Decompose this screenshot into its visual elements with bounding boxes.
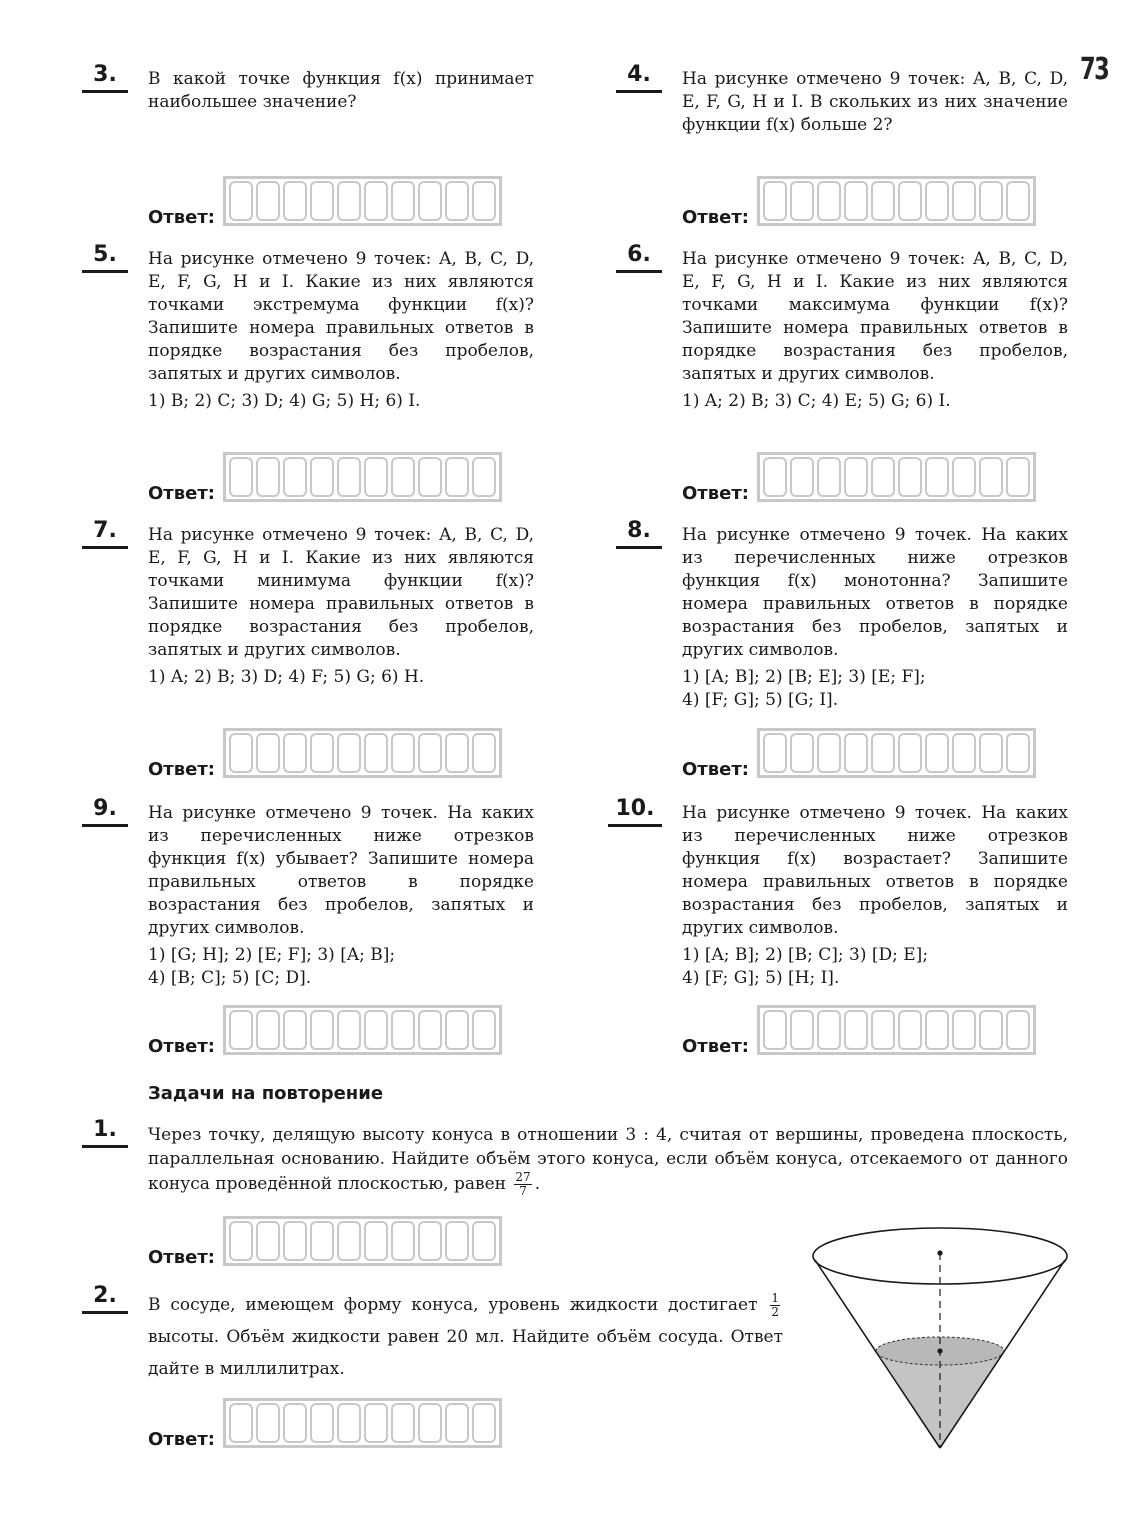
task-4 bbox=[627, 62, 1068, 137]
answer-cell[interactable] bbox=[445, 457, 469, 497]
task-options: 1) [A; B]; 2) [B; E]; 3) [E; F]; 4) [F; G]; 5) [G; I]. bbox=[682, 667, 926, 710]
answer-cell[interactable] bbox=[1006, 457, 1030, 497]
answer-cell[interactable] bbox=[337, 181, 361, 221]
answer-row-7 bbox=[148, 728, 502, 780]
answer-boxes[interactable] bbox=[757, 452, 1036, 502]
fraction bbox=[770, 1292, 780, 1319]
task-7 bbox=[93, 518, 534, 689]
answer-cell[interactable] bbox=[229, 1221, 253, 1261]
task-text: На рисунке отмечено 9 точек: A, B, C, D, E, F, G, H и I. Какие из них являются точками экстремума функции f(x)? Запишите номера правильных ответов в порядке возрастания без пробелов, запятых и других символов. bbox=[148, 249, 534, 384]
task-text: На рисунке отмечено 9 точек. На каких из перечисленных ниже отрезков функция f(x) возрастает? Запишите номера правильных ответов в порядке возрастания без пробелов, запятых и других символов. bbox=[682, 803, 1068, 938]
answer-cell[interactable] bbox=[256, 181, 280, 221]
answer-cell[interactable] bbox=[898, 457, 922, 497]
answer-cell[interactable] bbox=[445, 1403, 469, 1443]
answer-cell[interactable] bbox=[229, 733, 253, 773]
task-number: 10. bbox=[608, 796, 662, 827]
answer-cell[interactable] bbox=[364, 457, 388, 497]
answer-cell[interactable] bbox=[817, 181, 841, 221]
answer-cell[interactable] bbox=[283, 181, 307, 221]
answer-cell[interactable] bbox=[925, 1010, 949, 1050]
answer-cell[interactable] bbox=[790, 457, 814, 497]
task-options: 1) [A; B]; 2) [B; C]; 3) [D; E]; 4) [F; G]; 5) [H; I]. bbox=[682, 945, 929, 988]
answer-cell[interactable] bbox=[952, 1010, 976, 1050]
answer-cell[interactable] bbox=[229, 1010, 253, 1050]
answer-cell[interactable] bbox=[391, 1403, 415, 1443]
answer-cell[interactable] bbox=[790, 181, 814, 221]
cone-apex-center bbox=[937, 1250, 942, 1255]
answer-cell[interactable] bbox=[763, 457, 787, 497]
answer-label: Ответ: bbox=[682, 207, 749, 228]
task-5 bbox=[93, 242, 534, 413]
answer-cell[interactable] bbox=[283, 1010, 307, 1050]
answer-cell[interactable] bbox=[391, 457, 415, 497]
answer-boxes[interactable] bbox=[223, 1216, 502, 1266]
answer-cell[interactable] bbox=[925, 733, 949, 773]
review-task-2 bbox=[93, 1283, 783, 1385]
task-number: 1. bbox=[82, 1117, 128, 1148]
answer-cell[interactable] bbox=[472, 181, 496, 221]
answer-boxes[interactable] bbox=[757, 1005, 1036, 1055]
fraction-numerator: 1 bbox=[771, 1291, 780, 1305]
answer-cell[interactable] bbox=[337, 1403, 361, 1443]
answer-cell[interactable] bbox=[817, 733, 841, 773]
answer-cell[interactable] bbox=[391, 733, 415, 773]
answer-cell[interactable] bbox=[445, 733, 469, 773]
review-task-1 bbox=[93, 1117, 1068, 1198]
answer-cell[interactable] bbox=[310, 181, 334, 221]
section-title: Задачи на повторение bbox=[148, 1083, 384, 1104]
answer-boxes[interactable] bbox=[223, 1398, 502, 1448]
task-8 bbox=[627, 518, 1068, 712]
liquid-center bbox=[937, 1348, 942, 1353]
fraction-denominator: 7 bbox=[519, 1184, 527, 1198]
task-options: 1) A; 2) B; 3) D; 4) F; 5) G; 6) H. bbox=[148, 667, 425, 687]
answer-cell[interactable] bbox=[925, 181, 949, 221]
answer-cell[interactable] bbox=[310, 733, 334, 773]
answer-cell[interactable] bbox=[790, 1010, 814, 1050]
cone-figure bbox=[806, 1222, 1076, 1454]
answer-cell[interactable] bbox=[979, 457, 1003, 497]
answer-cell[interactable] bbox=[256, 1010, 280, 1050]
task-options: 1) [G; H]; 2) [E; F]; 3) [A; B]; 4) [B; C]; 5) [C; D]. bbox=[148, 945, 396, 988]
answer-cell[interactable] bbox=[472, 733, 496, 773]
task-number: 8. bbox=[616, 518, 662, 549]
answer-row-review-2 bbox=[148, 1398, 502, 1450]
answer-boxes[interactable] bbox=[757, 176, 1036, 226]
answer-row-10 bbox=[682, 1005, 1036, 1057]
answer-cell[interactable] bbox=[445, 1010, 469, 1050]
answer-cell[interactable] bbox=[229, 457, 253, 497]
answer-cell[interactable] bbox=[445, 181, 469, 221]
answer-cell[interactable] bbox=[763, 733, 787, 773]
task-options: 1) A; 2) B; 3) C; 4) E; 5) G; 6) I. bbox=[682, 391, 951, 411]
answer-cell[interactable] bbox=[256, 457, 280, 497]
task-3 bbox=[93, 62, 534, 114]
review-task-text-end: . bbox=[534, 1174, 541, 1194]
fraction-numerator: 27 bbox=[515, 1170, 531, 1184]
answer-cell[interactable] bbox=[283, 733, 307, 773]
answer-label: Ответ: bbox=[682, 483, 749, 504]
answer-cell[interactable] bbox=[283, 1403, 307, 1443]
answer-cell[interactable] bbox=[445, 1221, 469, 1261]
answer-cell[interactable] bbox=[391, 1221, 415, 1261]
answer-label: Ответ: bbox=[148, 483, 215, 504]
answer-cell[interactable] bbox=[763, 1010, 787, 1050]
answer-cell[interactable] bbox=[391, 181, 415, 221]
answer-cell[interactable] bbox=[871, 733, 895, 773]
answer-cell[interactable] bbox=[391, 1010, 415, 1050]
task-text: На рисунке отмечено 9 точек: A, B, C, D, E, F, G, H и I. В скольких из них значение функции f(x) больше 2? bbox=[682, 69, 1068, 135]
answer-cell[interactable] bbox=[418, 181, 442, 221]
task-number: 5. bbox=[82, 242, 128, 273]
answer-cell[interactable] bbox=[418, 1010, 442, 1050]
answer-cell[interactable] bbox=[979, 181, 1003, 221]
answer-label: Ответ: bbox=[148, 1036, 215, 1057]
answer-cell[interactable] bbox=[979, 733, 1003, 773]
answer-label: Ответ: bbox=[148, 759, 215, 780]
answer-cell[interactable] bbox=[337, 733, 361, 773]
answer-cell[interactable] bbox=[472, 1010, 496, 1050]
answer-row-3 bbox=[148, 176, 502, 228]
answer-cell[interactable] bbox=[229, 1403, 253, 1443]
answer-boxes[interactable] bbox=[223, 1005, 502, 1055]
answer-cell[interactable] bbox=[472, 457, 496, 497]
answer-cell[interactable] bbox=[364, 1403, 388, 1443]
answer-cell[interactable] bbox=[952, 181, 976, 221]
answer-cell[interactable] bbox=[310, 1221, 334, 1261]
review-task-text: Через точку, делящую высоту конуса в отношении 3 : 4, считая от вершины, проведена плоскость, параллельная основанию. Найдите объём этого конуса, если объём конуса, отсекаемого от данного конуса проведённой плоскостью, равен bbox=[148, 1125, 1068, 1194]
answer-row-5 bbox=[148, 452, 502, 504]
fraction-denominator: 2 bbox=[771, 1305, 780, 1319]
task-text: На рисунке отмечено 9 точек. На каких из перечисленных ниже отрезков функция f(x) убывает? Запишите номера правильных ответов в порядке возрастания без пробелов, запятых и других символов. bbox=[148, 803, 534, 938]
answer-cell[interactable] bbox=[1006, 733, 1030, 773]
answer-cell[interactable] bbox=[979, 1010, 1003, 1050]
answer-cell[interactable] bbox=[418, 1403, 442, 1443]
answer-cell[interactable] bbox=[844, 1010, 868, 1050]
task-number: 2. bbox=[82, 1283, 128, 1314]
answer-cell[interactable] bbox=[310, 1010, 334, 1050]
answer-cell[interactable] bbox=[310, 1403, 334, 1443]
answer-cell[interactable] bbox=[337, 457, 361, 497]
answer-cell[interactable] bbox=[898, 1010, 922, 1050]
answer-cell[interactable] bbox=[310, 457, 334, 497]
answer-row-4 bbox=[682, 176, 1036, 228]
task-text: На рисунке отмечено 9 точек: A, B, C, D, E, F, G, H и I. Какие из них являются точками максимума функции f(x)? Запишите номера правильных ответов в порядке возрастания без пробелов, запятых и других символов. bbox=[682, 249, 1068, 384]
answer-cell[interactable] bbox=[844, 181, 868, 221]
answer-row-8 bbox=[682, 728, 1036, 780]
answer-cell[interactable] bbox=[418, 733, 442, 773]
task-9 bbox=[93, 796, 534, 990]
review-task-text: В сосуде, имеющем форму конуса, уровень жидкости достигает bbox=[148, 1295, 758, 1315]
answer-cell[interactable] bbox=[871, 181, 895, 221]
task-number: 9. bbox=[82, 796, 128, 827]
answer-cell[interactable] bbox=[817, 457, 841, 497]
answer-cell[interactable] bbox=[790, 733, 814, 773]
answer-cell[interactable] bbox=[1006, 181, 1030, 221]
answer-cell[interactable] bbox=[283, 1221, 307, 1261]
answer-cell[interactable] bbox=[364, 733, 388, 773]
task-text: На рисунке отмечено 9 точек. На каких из перечисленных ниже отрезков функция f(x) монотонна? Запишите номера правильных ответов в порядке возрастания без пробелов, запятых и других символов. bbox=[682, 525, 1068, 660]
answer-cell[interactable] bbox=[952, 457, 976, 497]
answer-row-6 bbox=[682, 452, 1036, 504]
task-number: 6. bbox=[616, 242, 662, 273]
answer-boxes[interactable] bbox=[223, 452, 502, 502]
answer-row-review-1 bbox=[148, 1216, 502, 1268]
answer-label: Ответ: bbox=[682, 759, 749, 780]
answer-cell[interactable] bbox=[256, 1221, 280, 1261]
answer-cell[interactable] bbox=[871, 457, 895, 497]
task-number: 3. bbox=[82, 62, 128, 93]
answer-cell[interactable] bbox=[1006, 1010, 1030, 1050]
task-number: 4. bbox=[616, 62, 662, 93]
answer-cell[interactable] bbox=[844, 457, 868, 497]
answer-cell[interactable] bbox=[418, 1221, 442, 1261]
answer-cell[interactable] bbox=[763, 181, 787, 221]
answer-cell[interactable] bbox=[898, 733, 922, 773]
answer-cell[interactable] bbox=[472, 1403, 496, 1443]
answer-cell[interactable] bbox=[817, 1010, 841, 1050]
answer-cell[interactable] bbox=[898, 181, 922, 221]
answer-boxes[interactable] bbox=[223, 176, 502, 226]
answer-cell[interactable] bbox=[844, 733, 868, 773]
task-number: 7. bbox=[82, 518, 128, 549]
answer-cell[interactable] bbox=[952, 733, 976, 773]
answer-cell[interactable] bbox=[337, 1221, 361, 1261]
answer-cell[interactable] bbox=[925, 457, 949, 497]
task-text: На рисунке отмечено 9 точек: A, B, C, D, E, F, G, H и I. Какие из них являются точками минимума функции f(x)? Запишите номера правильных ответов в порядке возрастания без пробелов, запятых и других символов. bbox=[148, 525, 534, 660]
answer-cell[interactable] bbox=[256, 1403, 280, 1443]
fraction bbox=[514, 1171, 531, 1198]
answer-cell[interactable] bbox=[283, 457, 307, 497]
review-task-text-cont: высоты. Объём жидкости равен 20 мл. Найдите объём сосуда. Ответ дайте в миллилитрах. bbox=[148, 1327, 783, 1379]
answer-cell[interactable] bbox=[337, 1010, 361, 1050]
task-text: В какой точке функция f(x) принимает наибольшее значение? bbox=[148, 69, 534, 112]
answer-boxes[interactable] bbox=[757, 728, 1036, 778]
answer-cell[interactable] bbox=[418, 457, 442, 497]
task-10 bbox=[615, 796, 1068, 990]
answer-cell[interactable] bbox=[256, 733, 280, 773]
answer-row-9 bbox=[148, 1005, 502, 1057]
task-options: 1) B; 2) C; 3) D; 4) G; 5) H; 6) I. bbox=[148, 391, 421, 411]
page-number: 73 bbox=[1080, 52, 1109, 87]
answer-cell[interactable] bbox=[364, 1010, 388, 1050]
answer-label: Ответ: bbox=[148, 207, 215, 228]
answer-cell[interactable] bbox=[472, 1221, 496, 1261]
answer-cell[interactable] bbox=[364, 1221, 388, 1261]
answer-cell[interactable] bbox=[364, 181, 388, 221]
answer-label: Ответ: bbox=[148, 1247, 215, 1268]
answer-cell[interactable] bbox=[229, 181, 253, 221]
answer-cell[interactable] bbox=[871, 1010, 895, 1050]
answer-boxes[interactable] bbox=[223, 728, 502, 778]
task-6 bbox=[627, 242, 1068, 413]
answer-label: Ответ: bbox=[682, 1036, 749, 1057]
answer-label: Ответ: bbox=[148, 1429, 215, 1450]
